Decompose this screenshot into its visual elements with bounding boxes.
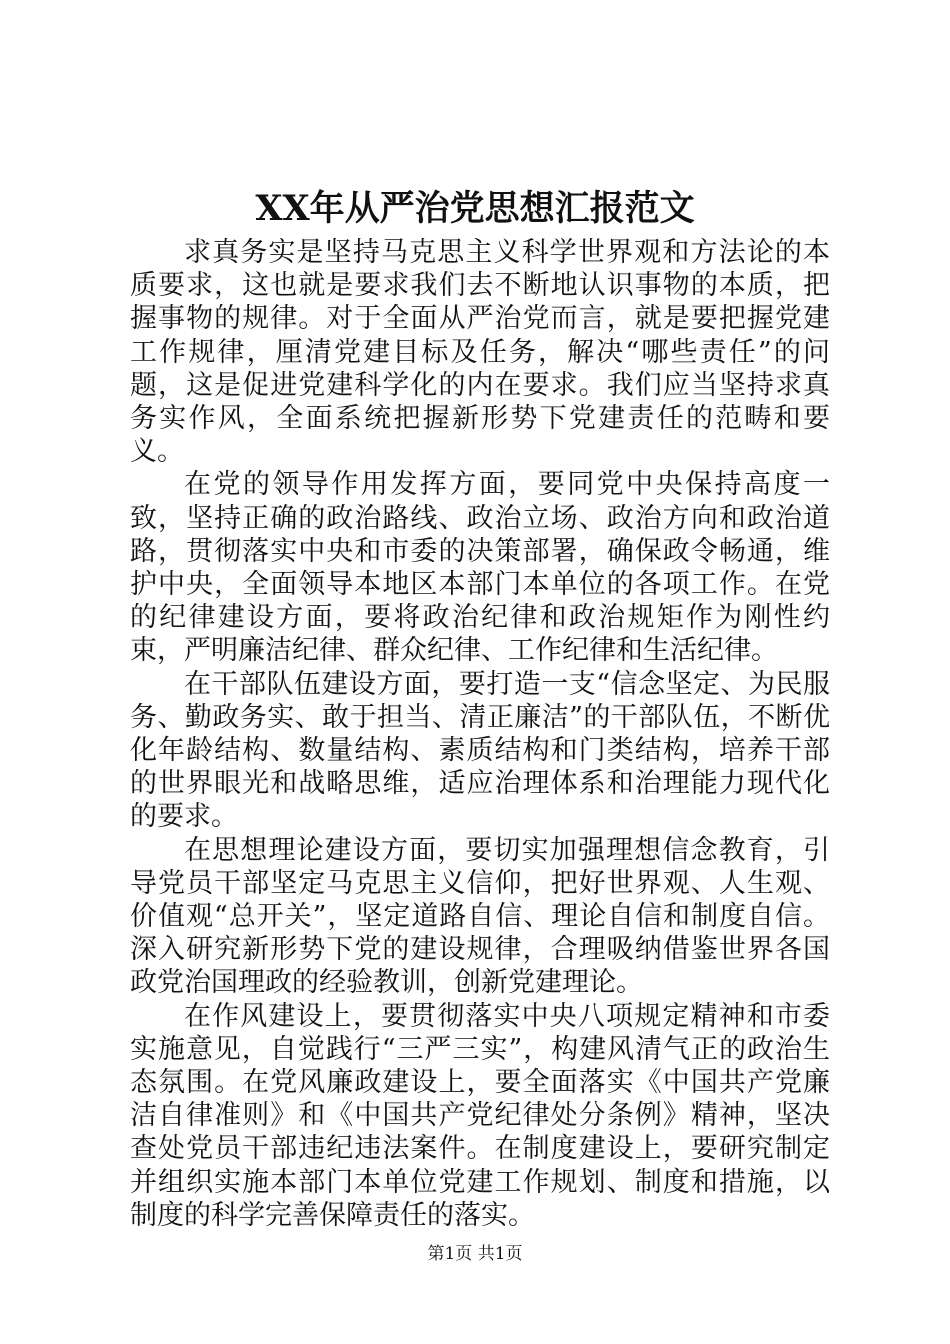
page-number-footer: 第1页 共1页 [427, 1244, 523, 1264]
paragraph-4: 在思想理论建设方面，要切实加强理想信念教育，引导党员干部坚定马克思主义信仰，把好世界观、人生观、价值观“总开关”，坚定道路自信、理论自信和制度自信。深入研究新形势下党的建设规律，合理吸纳借鉴世界各国政党治国理政的经验教训，创新党建理论。 [130, 834, 830, 999]
paragraph-1: 求真务实是坚持马克思主义科学世界观和方法论的本质要求，这也就是要求我们去不断地认识事物的本质，把握事物的规律。对于全面从严治党而言，就是要把握党建工作规律，厘清党建目标及任务，解决“哪些责任”的问题，这是促进党建科学化的内在要求。我们应当坚持求真务实作风，全面系统把握新形势下党建责任的范畴和要义。 [130, 237, 830, 468]
paragraph-5: 在作风建设上，要贯彻落实中央八项规定精神和市委实施意见，自觉践行“三严三实”，构建风清气正的政治生态氛围。在党风廉政建设上，要全面落实《中国共产党廉洁自律准则》和《中国共产党纪律处分条例》精神，坚决查处党员干部违纪违法案件。在制度建设上，要研究制定并组织实施本部门本单位党建工作规划、制度和措施，以制度的科学完善保障责任的落实。 [130, 1000, 830, 1231]
document-title: XX年从严治党思想汇报范文 [255, 188, 695, 229]
document-body [130, 236, 830, 1232]
paragraph-2: 在党的领导作用发挥方面，要同党中央保持高度一致，坚持正确的政治路线、政治立场、政治方向和政治道路，贯彻落实中央和市委的决策部署，确保政令畅通，维护中央，全面领导本地区本部门本单位的各项工作。在党的纪律建设方面，要将政治纪律和政治规矩作为刚性约束，严明廉洁纪律、群众纪律、工作纪律和生活纪律。 [130, 469, 830, 667]
paragraph-3: 在干部队伍建设方面，要打造一支“信念坚定、为民服务、勤政务实、敢于担当、清正廉洁”的干部队伍，不断优化年龄结构、数量结构、素质结构和门类结构，培养干部的世界眼光和战略思维，适应治理体系和治理能力现代化的要求。 [130, 668, 830, 833]
